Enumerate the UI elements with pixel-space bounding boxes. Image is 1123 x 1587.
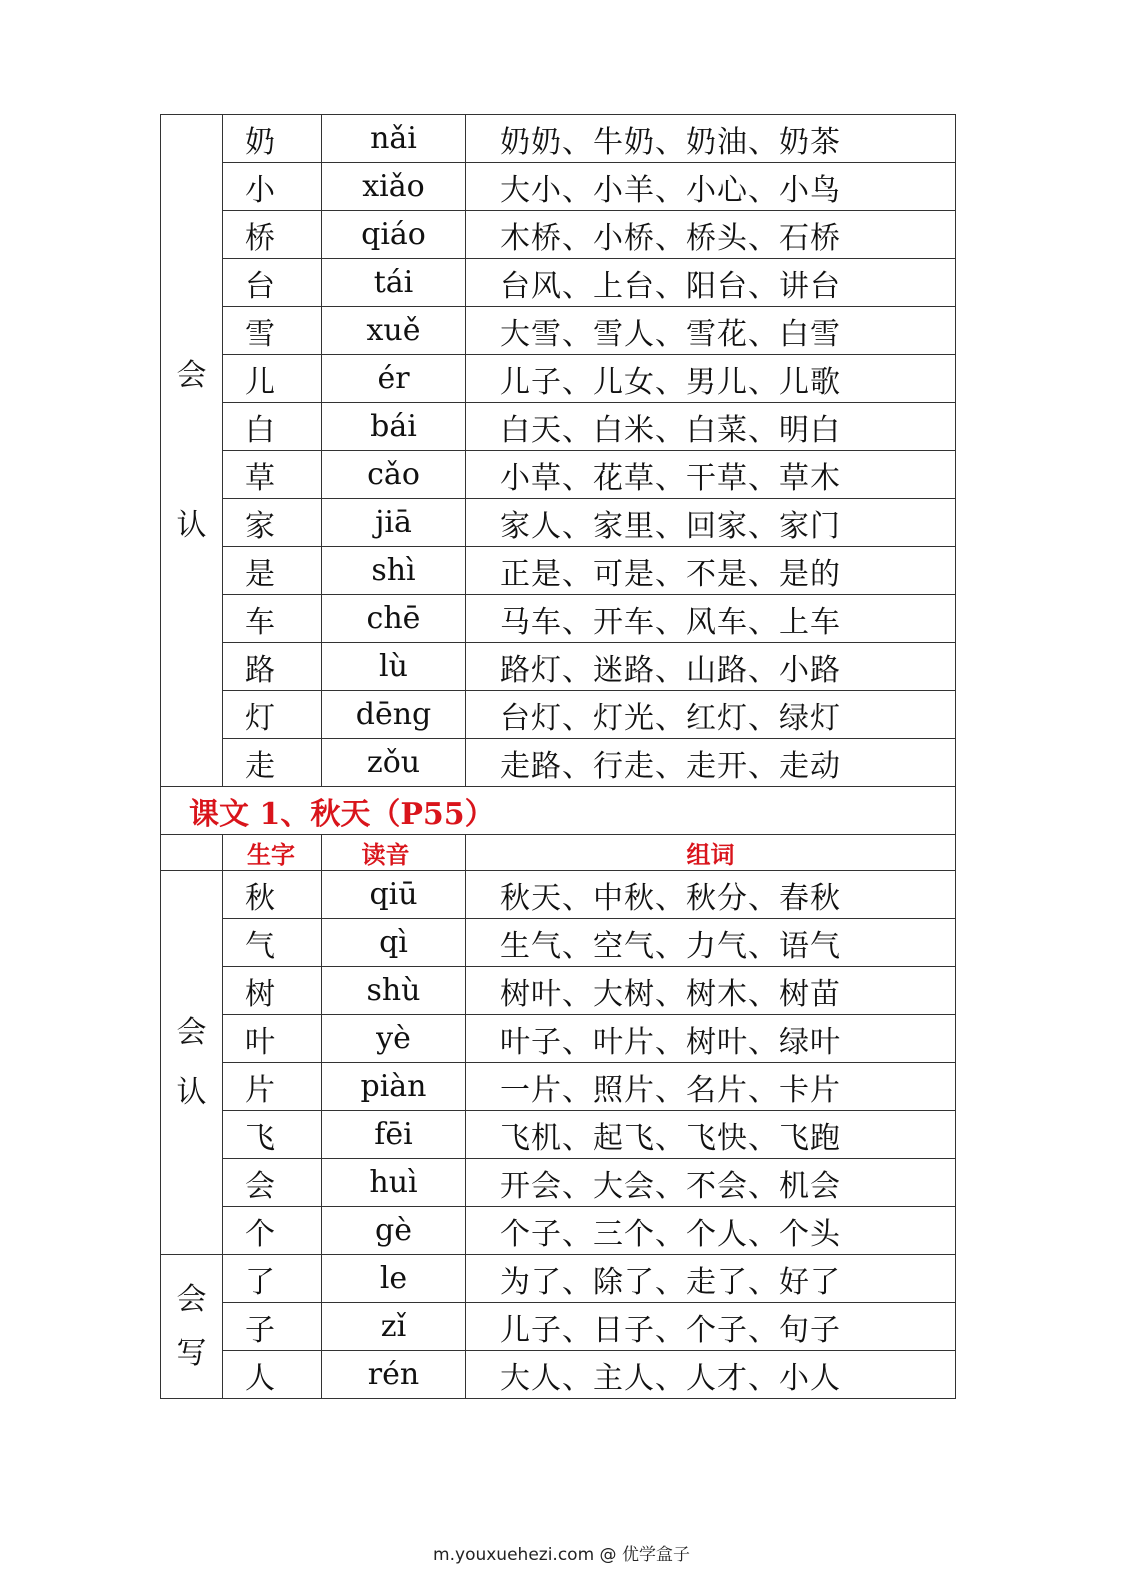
word-list-cell: 木桥、小桥、桥头、石桥 [466, 211, 956, 259]
character-cell: 树 [223, 967, 322, 1015]
word-list-cell: 树叶、大树、树木、树苗 [466, 967, 956, 1015]
character-cell: 片 [223, 1063, 322, 1111]
word-list-cell: 正是、可是、不是、是的 [466, 547, 956, 595]
group-label-cell [161, 871, 223, 1255]
character-cell: 小 [223, 163, 322, 211]
pinyin-cell: zǐ [322, 1303, 466, 1351]
table-row [161, 307, 956, 355]
character-cell: 人 [223, 1351, 322, 1399]
table-row [161, 1303, 956, 1351]
header-blank-cell [161, 835, 223, 871]
word-list-cell: 台风、上台、阳台、讲台 [466, 259, 956, 307]
word-list-cell: 路灯、迷路、山路、小路 [466, 643, 956, 691]
word-list-cell: 白天、白米、白菜、明白 [466, 403, 956, 451]
pinyin-cell: shì [322, 547, 466, 595]
table-row [161, 259, 956, 307]
pinyin-cell: huì [322, 1159, 466, 1207]
group-label-char: 会 [176, 357, 207, 393]
pinyin-cell: dēng [322, 691, 466, 739]
character-cell: 白 [223, 403, 322, 451]
pinyin-cell: cǎo [322, 451, 466, 499]
pinyin-cell: piàn [322, 1063, 466, 1111]
table-row [161, 115, 956, 163]
character-cell: 儿 [223, 355, 322, 403]
word-list-cell: 大人、主人、人才、小人 [466, 1351, 956, 1399]
pinyin-cell: tái [322, 259, 466, 307]
group-label-char: 写 [176, 1335, 207, 1371]
character-cell: 是 [223, 547, 322, 595]
group-label-char: 会 [176, 1014, 207, 1050]
word-list-cell: 小草、花草、干草、草木 [466, 451, 956, 499]
pinyin-cell: bái [322, 403, 466, 451]
pinyin-cell: zǒu [322, 739, 466, 787]
pinyin-cell: qiū [322, 871, 466, 919]
character-cell: 台 [223, 259, 322, 307]
lesson-title-row [161, 787, 956, 835]
table-row [161, 1159, 956, 1207]
table-row [161, 1207, 956, 1255]
word-list-cell: 生气、空气、力气、语气 [466, 919, 956, 967]
character-cell: 灯 [223, 691, 322, 739]
table-row [161, 355, 956, 403]
pinyin-cell: gè [322, 1207, 466, 1255]
group-label-char: 会 [176, 1281, 207, 1317]
pinyin-cell: yè [322, 1015, 466, 1063]
character-cell: 奶 [223, 115, 322, 163]
word-list-cell: 台灯、灯光、红灯、绿灯 [466, 691, 956, 739]
table-row [161, 595, 956, 643]
pinyin-cell: fēi [322, 1111, 466, 1159]
pinyin-cell: nǎi [322, 115, 466, 163]
word-list-cell: 秋天、中秋、秋分、春秋 [466, 871, 956, 919]
word-list-cell: 飞机、起飞、飞快、飞跑 [466, 1111, 956, 1159]
pinyin-cell: lù [322, 643, 466, 691]
word-list-cell: 马车、开车、风车、上车 [466, 595, 956, 643]
character-cell: 走 [223, 739, 322, 787]
table-row [161, 739, 956, 787]
character-cell: 叶 [223, 1015, 322, 1063]
word-list-cell: 个子、三个、个人、个头 [466, 1207, 956, 1255]
pinyin-cell: shù [322, 967, 466, 1015]
column-header-row [161, 835, 956, 871]
lesson-title: 课文 1、秋天（P55） [161, 787, 956, 835]
group-label-char: 认 [176, 1074, 207, 1110]
character-cell: 秋 [223, 871, 322, 919]
table-row [161, 499, 956, 547]
pinyin-cell: rén [322, 1351, 466, 1399]
table-row [161, 211, 956, 259]
word-list-cell: 家人、家里、回家、家门 [466, 499, 956, 547]
group-label-char: 认 [176, 507, 207, 543]
group-label-cell [161, 115, 223, 787]
word-list-cell: 大雪、雪人、雪花、白雪 [466, 307, 956, 355]
pinyin-cell: qì [322, 919, 466, 967]
pinyin-cell: xiǎo [322, 163, 466, 211]
table-row [161, 1255, 956, 1303]
character-cell: 草 [223, 451, 322, 499]
character-cell: 家 [223, 499, 322, 547]
pinyin-cell: ér [322, 355, 466, 403]
pinyin-cell: jiā [322, 499, 466, 547]
table-row [161, 451, 956, 499]
word-list-cell: 一片、照片、名片、卡片 [466, 1063, 956, 1111]
character-cell: 车 [223, 595, 322, 643]
pinyin-cell: xuě [322, 307, 466, 355]
character-cell: 个 [223, 1207, 322, 1255]
table-row [161, 1015, 956, 1063]
header-char: 生字 [223, 835, 322, 871]
table-row [161, 643, 956, 691]
word-list-cell: 大小、小羊、小心、小鸟 [466, 163, 956, 211]
word-list-cell: 叶子、叶片、树叶、绿叶 [466, 1015, 956, 1063]
group-label-cell [161, 1255, 223, 1399]
table-row [161, 163, 956, 211]
character-cell: 气 [223, 919, 322, 967]
character-cell: 子 [223, 1303, 322, 1351]
character-cell: 了 [223, 1255, 322, 1303]
word-list-cell: 奶奶、牛奶、奶油、奶茶 [466, 115, 956, 163]
table-row [161, 547, 956, 595]
pinyin-cell: qiáo [322, 211, 466, 259]
word-list-cell: 儿子、儿女、男儿、儿歌 [466, 355, 956, 403]
word-list-cell: 开会、大会、不会、机会 [466, 1159, 956, 1207]
word-list-cell: 走路、行走、走开、走动 [466, 739, 956, 787]
character-cell: 路 [223, 643, 322, 691]
page-footer: m.youxuehezi.com @ 优学盒子 [433, 1545, 690, 1565]
character-cell: 会 [223, 1159, 322, 1207]
table-row [161, 1063, 956, 1111]
word-list-cell: 儿子、日子、个子、句子 [466, 1303, 956, 1351]
header-pinyin: 读音 [322, 835, 466, 871]
pinyin-cell: le [322, 1255, 466, 1303]
word-list-cell: 为了、除了、走了、好了 [466, 1255, 956, 1303]
character-cell: 雪 [223, 307, 322, 355]
table-row [161, 403, 956, 451]
table-row [161, 967, 956, 1015]
character-cell: 桥 [223, 211, 322, 259]
table-row [161, 871, 956, 919]
table-row [161, 691, 956, 739]
table-row [161, 1111, 956, 1159]
table-row [161, 919, 956, 967]
pinyin-cell: chē [322, 595, 466, 643]
table-row [161, 1351, 956, 1399]
header-words: 组词 [466, 835, 956, 871]
character-cell: 飞 [223, 1111, 322, 1159]
vocabulary-table [160, 114, 956, 1399]
